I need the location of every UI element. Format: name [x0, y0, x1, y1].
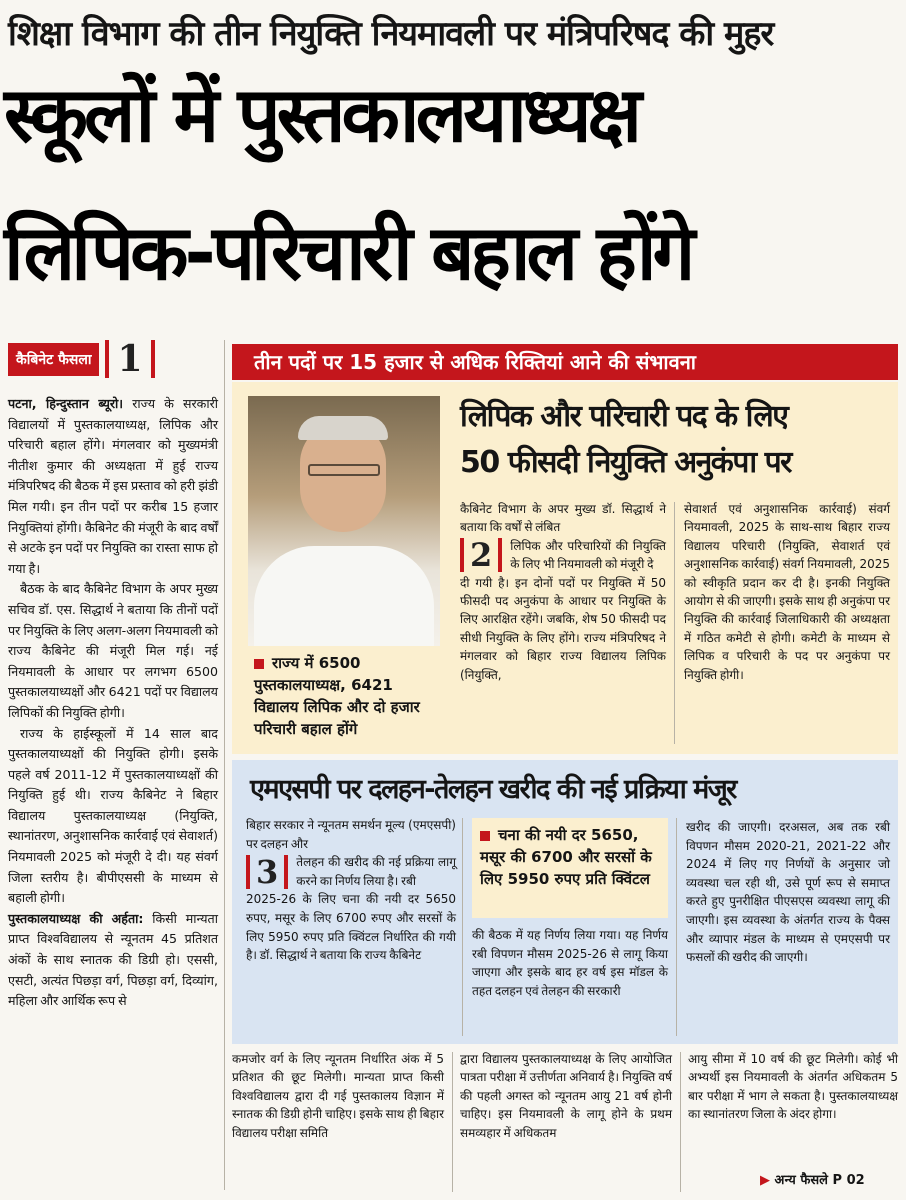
portrait-kurta	[254, 546, 434, 646]
bottom-divider-2	[680, 1052, 681, 1192]
caption-text: राज्य में 6500 पुस्तकालयाध्यक्ष, 6421 विद्यालय लिपिक और दो हजार परिचारी बहाल होंगे	[254, 654, 420, 738]
price-highlight-box	[472, 818, 668, 918]
left-paragraph-2: बैठक के बाद कैबिनेट विभाग के अपर मुख्य सचिव डॉ. एस. सिद्धार्थ ने बताया कि तीनों पदों पर नियुक्ति के लिए अलग-अलग नियमावली को राज्य कैबिनेट की मंजूरी मिल गई। नई नियमावली के आधार पर लगभग 6500 पुस्तकालयाध्यक्षों और 6421 पदों पर विद्यालय लिपिकों की नियुक्ति होगी।	[8, 581, 218, 720]
kicker-headline: शिक्षा विभाग की तीन नियुक्ति नियमावली पर मंत्रिपरिषद की मुहर	[8, 14, 774, 54]
section-1-heading	[460, 394, 890, 486]
highlight-bullet	[480, 831, 490, 841]
section-1-heading-line-1: लिपिक और परिचारी पद के लिए	[460, 399, 788, 434]
story-number-3: 3	[246, 855, 288, 889]
column-divider	[224, 340, 225, 1190]
qualification-label: पुस्तकालयाध्यक्ष की अर्हता:	[8, 910, 144, 926]
headline-line-1: स्कूलों में पुस्तकालयाध्यक्ष	[4, 70, 639, 159]
section-1-col-2: सेवाशर्त एवं अनुशासनिक कार्रवाई) संवर्ग नियमावली, 2025 के साथ-साथ बिहार राज्य विद्यालय परिचारी (नियुक्ति, सेवाशर्त एवं अनुशासनिक कार्रवाई) संवर्ग नियमावली, 2025 को स्वीकृति प्रदान कर दी है। इनकी नियुक्ति आयोग से की जाएगी। इसके साथ ही अनुकंपा पर नियुक्ति की कार्रवाई जिलाधिकारी की अध्यक्षता में गठित कमेटी से होगी। कमेटी के माध्यम से लिपिक व परिचारी के पद पर अनुकंपा पर नियुक्ति होगी।	[684, 502, 890, 682]
left-story-body	[8, 394, 218, 1012]
left-paragraph-1: राज्य के सरकारी विद्यालयों में पुस्तकालयाध्यक्ष, लिपिक और परिचारी बहाल होंगे। मंगलवार को मुख्यमंत्री नीतीश कुमार की अध्यक्षता में हुई राज्य मंत्रिपरिषद की बैठक में इस प्रस्ताव को हरी झंडी मिल गयी। इन तीन पदों पर करीब 15 हजार नियुक्तियां होंगी। कैबिनेट की मंजूरी के बाद वर्षों से अटके इन पदों पर नियुक्ति का रास्ता साफ हो गया है।	[8, 396, 218, 576]
bottom-divider-1	[452, 1052, 453, 1192]
bottom-col-2: द्वारा विद्यालय पुस्तकालयाध्यक्ष के लिए आयोजित पात्रता परीक्षा में उत्तीर्णता अनिवार्य है। नियुक्ति वर्ष की पहली अगस्त को न्यूनतम आयु 21 वर्ष होनी चाहिए। इस नियमावली के लागू होने के प्रथम समव्यहार में अधिकतम	[460, 1052, 672, 1140]
section-1-divider	[674, 502, 675, 744]
section-2-col-1-rest: 2025-26 के लिए चना की नयी दर 5650 रुपए, मसूर के लिए 6700 रुपए और सरसों के लिए 5950 रुपए प्रति क्विंटल निर्धारित की गयी है। डॉ. सिद्धार्थ ने बताया कि राज्य कैबिनेट	[246, 892, 456, 963]
headline-line-2: लिपिक-परिचारी बहाल होंगे	[4, 208, 692, 297]
qualification-text: किसी मान्यता प्राप्त विश्वविद्यालय से न्यूनतम 45 प्रतिशत अंकों के साथ स्नातक की डिग्री हो। एससी, एसटी, अत्यंत पिछड़ा वर्ग, पिछड़ा वर्ग, दिव्यांग, महिला और आर्थिक रूप से	[8, 910, 218, 1009]
section-1-col-1	[460, 500, 666, 684]
caption-bullet	[254, 659, 264, 669]
section-2-divider-2	[676, 818, 677, 1036]
cabinet-tag-row	[8, 340, 218, 378]
section-1-col-1-rest: दी गयी है। इन दोनों पदों पर नियुक्ति में 50 फीसदी पद अनुकंपा के आधार पर नियुक्ति के लिए आरक्षित रहेंगे। जबकि, शेष 50 फीसदी पद सीधी नियुक्ति के लिए होंगे। राज्य मंत्रिपरिषद ने मंगलवार को बिहार राज्य विद्यालय लिपिक (नियुक्ति,	[460, 575, 666, 682]
section-2-divider-1	[462, 818, 463, 1036]
photo-caption	[254, 652, 440, 740]
section-2-panel	[232, 760, 898, 1044]
section-1-panel	[232, 382, 898, 754]
story-number-2: 2	[460, 538, 502, 572]
cm-portrait-photo	[248, 396, 440, 646]
bottom-col-1: कमजोर वर्ग के लिए न्यूनतम निर्धारित अंक में 5 प्रतिशत की छूट मिलेगी। मान्यता प्राप्त किसी विश्वविद्यालय द्वारा दी गई पुस्तकालय विज्ञान में स्नातक की डिग्री होनी चाहिए। इसके साथ ही बिहार विद्यालय परीक्षा समिति	[232, 1052, 444, 1140]
vacancy-banner: तीन पदों पर 15 हजार से अधिक रिक्तियां आने की संभावना	[232, 344, 898, 380]
portrait-hair	[298, 416, 388, 440]
section-1-col-1-beside: लिपिक और परिचारियों की नियुक्ति के लिए भी नियमावली को मंजूरी दे	[510, 538, 666, 572]
bottom-col-3: आयु सीमा में 10 वर्ष की छूट मिलेगी। कोई भी अभ्यर्थी इस नियमावली के अंतर्गत अधिकतम 5 बार परीक्षा में भाग ले सकता है। पुस्तकालयाध्यक्ष का स्थानांतरण जिला के अंदर होगा।	[688, 1052, 898, 1122]
section-1-heading-line-2: 50 फीसदी नियुक्ति अनुकंपा पर	[460, 445, 791, 480]
portrait-glasses	[308, 464, 380, 476]
arrow-right-icon: ▶	[760, 1173, 770, 1188]
section-2-col-2: की बैठक में यह निर्णय लिया गया। यह निर्णय रबी विपणन मौसम 2025-26 से लागू किया जाएगा और इसके बाद हर वर्ष इस मॉडल के तहत दलहन एवं तेलहन की सरकारी	[472, 928, 668, 998]
left-paragraph-3: राज्य के हाईस्कूलों में 14 साल बाद पुस्तकालयाध्यक्षों की नियुक्ति होगी। इसके पहले वर्ष 2011-12 में पुस्तकालयाध्यक्षों की नियुक्ति हुई थी। राज्य कैबिनेट ने बिहार विद्यालय पुस्तकालयाध्यक्ष (नियुक्ति, स्थानांतरण, अनुशासनिक कार्रवाई एवं सेवाशर्त) नियमावली 2025 को मंजूरी दे दी। यह संवर्ग जिला स्तरीय है। बीपीएससी के माध्यम से बहाली होगी।	[8, 725, 218, 906]
section-2-col-1-beside: तेलहन की खरीद की नई प्रक्रिया लागू करने का निर्णय लिया है। रबी	[296, 855, 456, 888]
section-2-heading: एमएसपी पर दलहन-तेलहन खरीद की नई प्रक्रिया मंजूर	[250, 774, 736, 805]
section-2-col-1	[246, 816, 456, 965]
section-2-col-3: खरीद की जाएगी। दरअसल, अब तक रबी विपणन मौसम 2020-21, 2021-22 और 2024 में लिए गए निर्णयों के अनुसार जो व्यवस्था चल रही थी, उसे पूर्ण रूप से समाप्त करते हुए पुनरीक्षित पीएसएस व्यवस्था लागू की जाएगी। इस व्यवस्था के अंतर्गत राज्य के पैक्स और व्यापार मंडल के माध्यम से एमएसपी पर फसलों की खरीद की जाएगी।	[686, 820, 890, 965]
more-decisions-label: अन्य फैसले P 02	[774, 1173, 865, 1188]
section-1-col-1-top: कैबिनेट विभाग के अपर मुख्य डॉ. सिद्धार्थ ने बताया कि वर्षों से लंबित	[460, 502, 666, 535]
cabinet-tag: कैबिनेट फैसला	[8, 343, 99, 376]
story-number-1: 1	[105, 340, 154, 378]
left-column	[8, 340, 218, 1012]
more-decisions-link[interactable]	[760, 1170, 865, 1192]
price-highlight-text: चना की नयी दर 5650, मसूर की 6700 और सरसों के लिए 5950 रुपए प्रति क्विंटल	[480, 826, 652, 888]
section-2-col-1-top: बिहार सरकार ने न्यूनतम समर्थन मूल्य (एमएसपी) पर दलहन और	[246, 818, 456, 851]
dateline: पटना, हिन्दुस्तान ब्यूरो।	[8, 396, 124, 411]
